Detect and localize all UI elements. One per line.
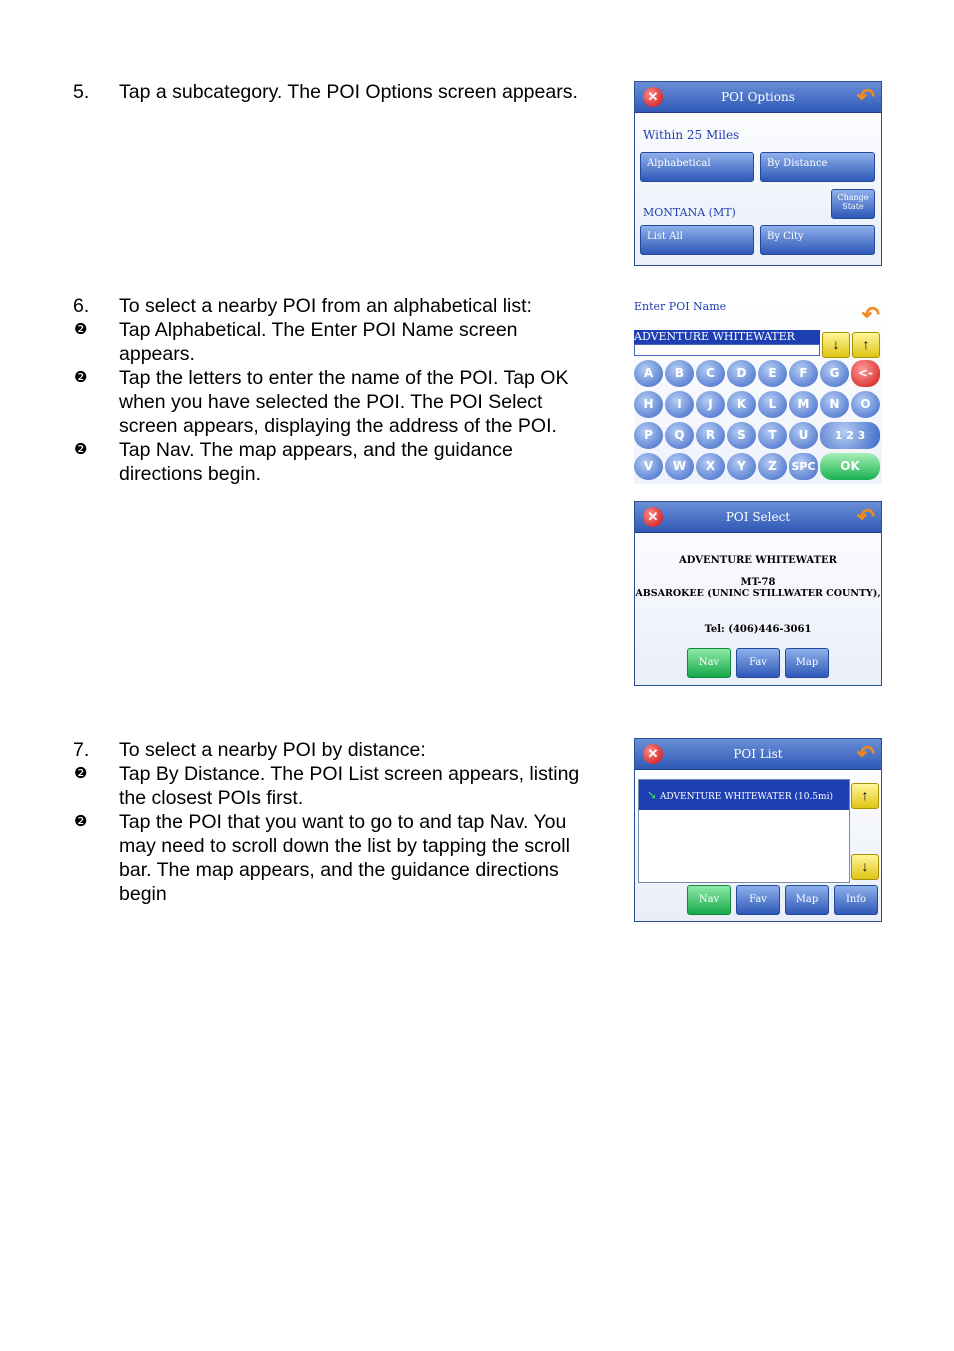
title-bar: [635, 739, 881, 770]
state-label: MONTANA (MT): [643, 206, 736, 219]
key-n[interactable]: N: [820, 391, 849, 418]
poi-city: ABSAROKEE (UNINC STILLWATER COUNTY),: [635, 588, 881, 599]
bullet-mark: ❷: [74, 765, 88, 782]
key-d[interactable]: D: [727, 360, 756, 387]
bullet-line: Tap the POI that you want to go to and tap Nav. You: [119, 811, 567, 833]
key-spc[interactable]: SPC: [789, 453, 818, 480]
bullet-line: Tap the letters to enter the name of the POI. Tap OK: [119, 367, 569, 389]
enter-poi-name-screenshot: [634, 298, 882, 484]
step-7: [0, 738, 620, 906]
fav-button[interactable]: Fav: [736, 885, 780, 915]
key-k[interactable]: K: [727, 391, 756, 418]
close-icon[interactable]: ✕: [643, 87, 663, 107]
bullet-line: bar. The map appears, and the guidance directions: [119, 859, 559, 881]
key-[interactable]: <-: [851, 360, 880, 387]
key-s[interactable]: S: [727, 422, 756, 449]
step-6: [0, 294, 620, 486]
direction-arrow-icon: ➘: [647, 788, 658, 802]
key-e[interactable]: E: [758, 360, 787, 387]
nav-button[interactable]: Nav: [687, 885, 731, 915]
key-j[interactable]: J: [696, 391, 725, 418]
title-bar: [635, 502, 881, 533]
poi-list-screenshot: [634, 738, 882, 922]
bullet-line: when you have selected the POI. The POI Select: [119, 391, 543, 413]
key-x[interactable]: X: [696, 453, 725, 480]
back-arrow-icon[interactable]: ↶: [861, 302, 880, 327]
step-number: 6.: [73, 295, 90, 317]
close-icon[interactable]: ✕: [643, 744, 663, 764]
key-m[interactable]: M: [789, 391, 818, 418]
key-l[interactable]: L: [758, 391, 787, 418]
map-button[interactable]: Map: [785, 648, 829, 678]
poi-name: ADVENTURE WHITEWATER: [679, 555, 837, 566]
step-number: 5.: [73, 81, 90, 103]
screen-title: POI List: [733, 747, 783, 761]
step-5: [0, 80, 620, 104]
close-icon[interactable]: ✕: [643, 507, 663, 527]
key-r[interactable]: R: [696, 422, 725, 449]
bullet-mark: ❷: [74, 369, 88, 386]
bullet-line: begin: [119, 883, 167, 905]
poi-road: MT-78: [740, 577, 776, 588]
poi-phone: Tel: (406)446-3061: [704, 624, 812, 635]
step-text: Tap a subcategory. The POI Options screen appears.: [119, 81, 578, 103]
back-arrow-icon[interactable]: ↶: [856, 741, 875, 766]
back-arrow-icon[interactable]: ↶: [856, 84, 875, 109]
poi-select-screenshot: [634, 501, 882, 686]
key-c[interactable]: C: [696, 360, 725, 387]
screen-title: POI Options: [721, 90, 795, 104]
key-w[interactable]: W: [665, 453, 694, 480]
bullet-line: Tap Alphabetical. The Enter POI Name screen: [119, 319, 518, 341]
down-arrow-icon[interactable]: ↓: [822, 332, 850, 358]
step-text: To select a nearby POI by distance:: [119, 739, 426, 761]
key-t[interactable]: T: [758, 422, 787, 449]
bullet-mark: ❷: [74, 441, 88, 458]
key-o[interactable]: O: [851, 391, 880, 418]
up-arrow-icon[interactable]: ↑: [852, 332, 880, 358]
key-q[interactable]: Q: [665, 422, 694, 449]
poi-list: [638, 779, 850, 883]
key-u[interactable]: U: [789, 422, 818, 449]
poi-name-input[interactable]: ADVENTURE WHITEWATER: [634, 330, 820, 344]
map-button[interactable]: Map: [785, 885, 829, 915]
key-b[interactable]: B: [665, 360, 694, 387]
key-z[interactable]: Z: [758, 453, 787, 480]
title-bar: [635, 82, 881, 113]
list-item[interactable]: [639, 780, 849, 810]
by-distance-button[interactable]: By Distance: [760, 152, 875, 182]
bullet-line: the closest POIs first.: [119, 787, 304, 809]
by-city-button[interactable]: By City: [760, 225, 875, 255]
screen-title: Enter POI Name: [634, 300, 727, 313]
input-underline: [634, 344, 820, 356]
info-button[interactable]: Info: [834, 885, 878, 915]
step-text: To select a nearby POI from an alphabetical list:: [119, 295, 532, 317]
step-number: 7.: [73, 739, 90, 761]
bullet-line: may need to scroll down the list by tapping the scroll: [119, 835, 570, 857]
bullet-mark: ❷: [74, 321, 88, 338]
key-h[interactable]: H: [634, 391, 663, 418]
key-123[interactable]: 1 2 3: [820, 422, 880, 449]
key-ok[interactable]: OK: [820, 453, 880, 480]
bullet-line: Tap Nav. The map appears, and the guidance: [119, 439, 513, 461]
key-y[interactable]: Y: [727, 453, 756, 480]
bullet-line: directions begin.: [119, 463, 262, 485]
poi-options-screenshot: [634, 81, 882, 266]
bullet-line: Tap By Distance. The POI List screen appears, listing: [119, 763, 580, 785]
nav-button[interactable]: Nav: [687, 648, 731, 678]
change-state-button[interactable]: Change State: [831, 189, 875, 219]
list-all-button[interactable]: List All: [640, 225, 754, 255]
back-arrow-icon[interactable]: ↶: [856, 504, 875, 529]
fav-button[interactable]: Fav: [736, 648, 780, 678]
key-p[interactable]: P: [634, 422, 663, 449]
alphabetical-button[interactable]: Alphabetical: [640, 152, 754, 182]
scroll-down-icon[interactable]: ↓: [851, 854, 879, 880]
within-label: Within 25 Miles: [643, 128, 740, 142]
key-g[interactable]: G: [820, 360, 849, 387]
bullet-line: screen appears, displaying the address of the POI.: [119, 415, 557, 437]
scroll-up-icon[interactable]: ↑: [851, 783, 879, 809]
key-a[interactable]: A: [634, 360, 663, 387]
list-item-label: ADVENTURE WHITEWATER (10.5mi): [659, 792, 833, 802]
key-i[interactable]: I: [665, 391, 694, 418]
bullet-line: appears.: [119, 343, 195, 365]
key-v[interactable]: V: [634, 453, 663, 480]
bullet-mark: ❷: [74, 813, 88, 830]
screen-title: POI Select: [725, 510, 791, 524]
key-f[interactable]: F: [789, 360, 818, 387]
